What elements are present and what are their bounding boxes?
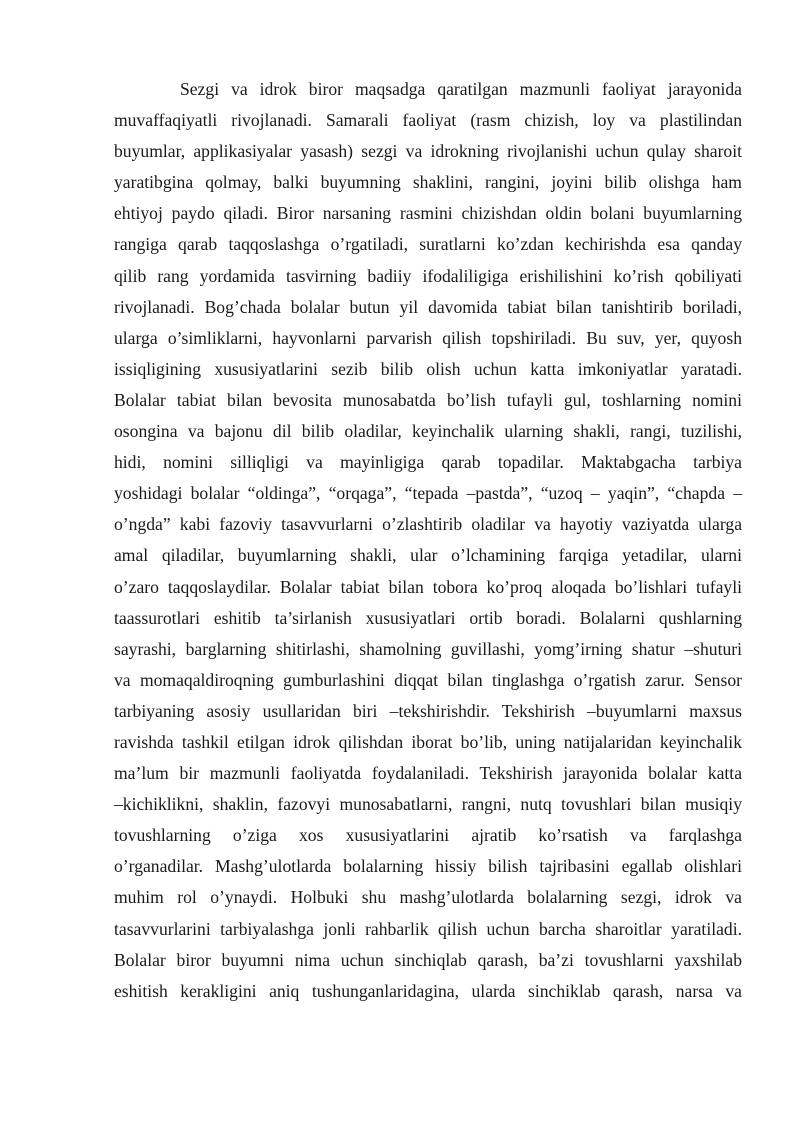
text-line: taassurotlari eshitib ta’sirlanish xususiyatlari ortib boradi. Bolalarni qushlarning xyxy=(114,607,742,628)
text-line: yoshidagi bolalar “oldinga”, “orqaga”, “tepada –pastda”, “uzoq – yaqin”, “chapda – xyxy=(114,483,742,504)
text-line: issiqligining xususiyatlarini sezib bilib olish uchun katta imkoniyatlar yaratadi. xyxy=(114,358,742,379)
text-line: muhim rol o’ynaydi. Holbuki shu mashg’ulotlarda bolalarning sezgi, idrok va xyxy=(114,887,742,908)
text-line: o’zaro taqqoslaydilar. Bolalar tabiat bilan tobora ko’proq aloqada bo’lishlari tufayli xyxy=(114,576,742,597)
body-paragraph xyxy=(114,74,742,1007)
text-line: yaratibgina qolmay, balki buyumning shaklini, rangini, joyini bilib olishga ham xyxy=(114,172,742,193)
text-line: tarbiyaning asosiy usullaridan biri –tekshirishdir. Tekshirish –buyumlarni maxsus xyxy=(114,700,742,721)
text-line: buyumlar, applikasiyalar yasash) sezgi va idrokning rivojlanishi uchun qulay sharoit xyxy=(114,141,742,162)
text-line: ravishda tashkil etilgan idrok qilishdan iborat bo’lib, uning natijalaridan keyinchalik xyxy=(114,731,742,752)
text-line: –kichiklikni, shaklin, fazovyi munosabatlarni, rangni, nutq tovushlari bilan musiqiy xyxy=(114,794,742,815)
text-line: o’ngda” kabi fazoviy tasavvurlarni o’zlashtirib oladilar va hayotiy vaziyatda ularga xyxy=(114,514,742,535)
text-line: tasavvurlarini tarbiyalashga jonli rahbarlik qilish uchun barcha sharoitlar yaratiladi. xyxy=(114,918,742,939)
text-line: amal qiladilar, buyumlarning shakli, ular o’lchamining farqiga yetadilar, ularni xyxy=(114,545,742,566)
text-line: muvaffaqiyatli rivojlanadi. Samarali faoliyat (rasm chizish, loy va plastilindan xyxy=(114,110,742,131)
text-line: ehtiyoj paydo qiladi. Biror narsaning rasmini chizishdan oldin bolani buyumlarning xyxy=(114,203,742,224)
text-line: qilib rang yordamida tasvirning badiiy ifodaliligiga erishilishini ko’rish qobiliyati xyxy=(114,265,742,286)
text-line: sayrashi, barglarning shitirlashi, shamolning guvillashi, yomg’irning shatur –shuturi xyxy=(114,638,742,659)
text-line: rivojlanadi. Bog’chada bolalar butun yil davomida tabiat bilan tanishtirib boriladi, xyxy=(114,296,742,317)
text-line: o’rganadilar. Mashg’ulotlarda bolalarning hissiy bilish tajribasini egallab olishlari xyxy=(114,856,742,877)
text-line: eshitish kerakligini aniq tushunganlaridagina, ularda sinchiklab qarash, narsa va xyxy=(114,980,742,1001)
text-line: osongina va bajonu dil bilib oladilar, keyinchalik ularning shakli, rangi, tuzilishi, xyxy=(114,421,742,442)
text-line: va momaqaldiroqning gumburlashini diqqat bilan tinglashga o’rgatish zarur. Sensor xyxy=(114,669,742,690)
text-line: ularga o’simliklarni, hayvonlarni parvarish qilish topshiriladi. Bu suv, yer, quyosh xyxy=(114,327,742,348)
text-line: Sezgi va idrok biror maqsadga qaratilgan mazmunli faoliyat jarayonida xyxy=(180,79,742,99)
text-line: Bolalar biror buyumni nima uchun sinchiqlab qarash, ba’zi tovushlarni yaxshilab xyxy=(114,949,742,970)
text-line: rangiga qarab taqqoslashga o’rgatiladi, suratlarni ko’zdan kechirishda esa qanday xyxy=(114,234,742,255)
text-line: hidi, nomini silliqligi va mayinligiga qarab topadilar. Maktabgacha tarbiya xyxy=(114,452,742,473)
text-line: tovushlarning o’ziga xos xususiyatlarini ajratib ko’rsatish va farqlashga xyxy=(114,825,742,846)
text-line: Bolalar tabiat bilan bevosita munosabatda bo’lish tufayli gul, toshlarning nomini xyxy=(114,389,742,410)
text-line: ma’lum bir mazmunli faoliyatda foydalaniladi. Tekshirish jarayonida bolalar katta xyxy=(114,763,742,784)
